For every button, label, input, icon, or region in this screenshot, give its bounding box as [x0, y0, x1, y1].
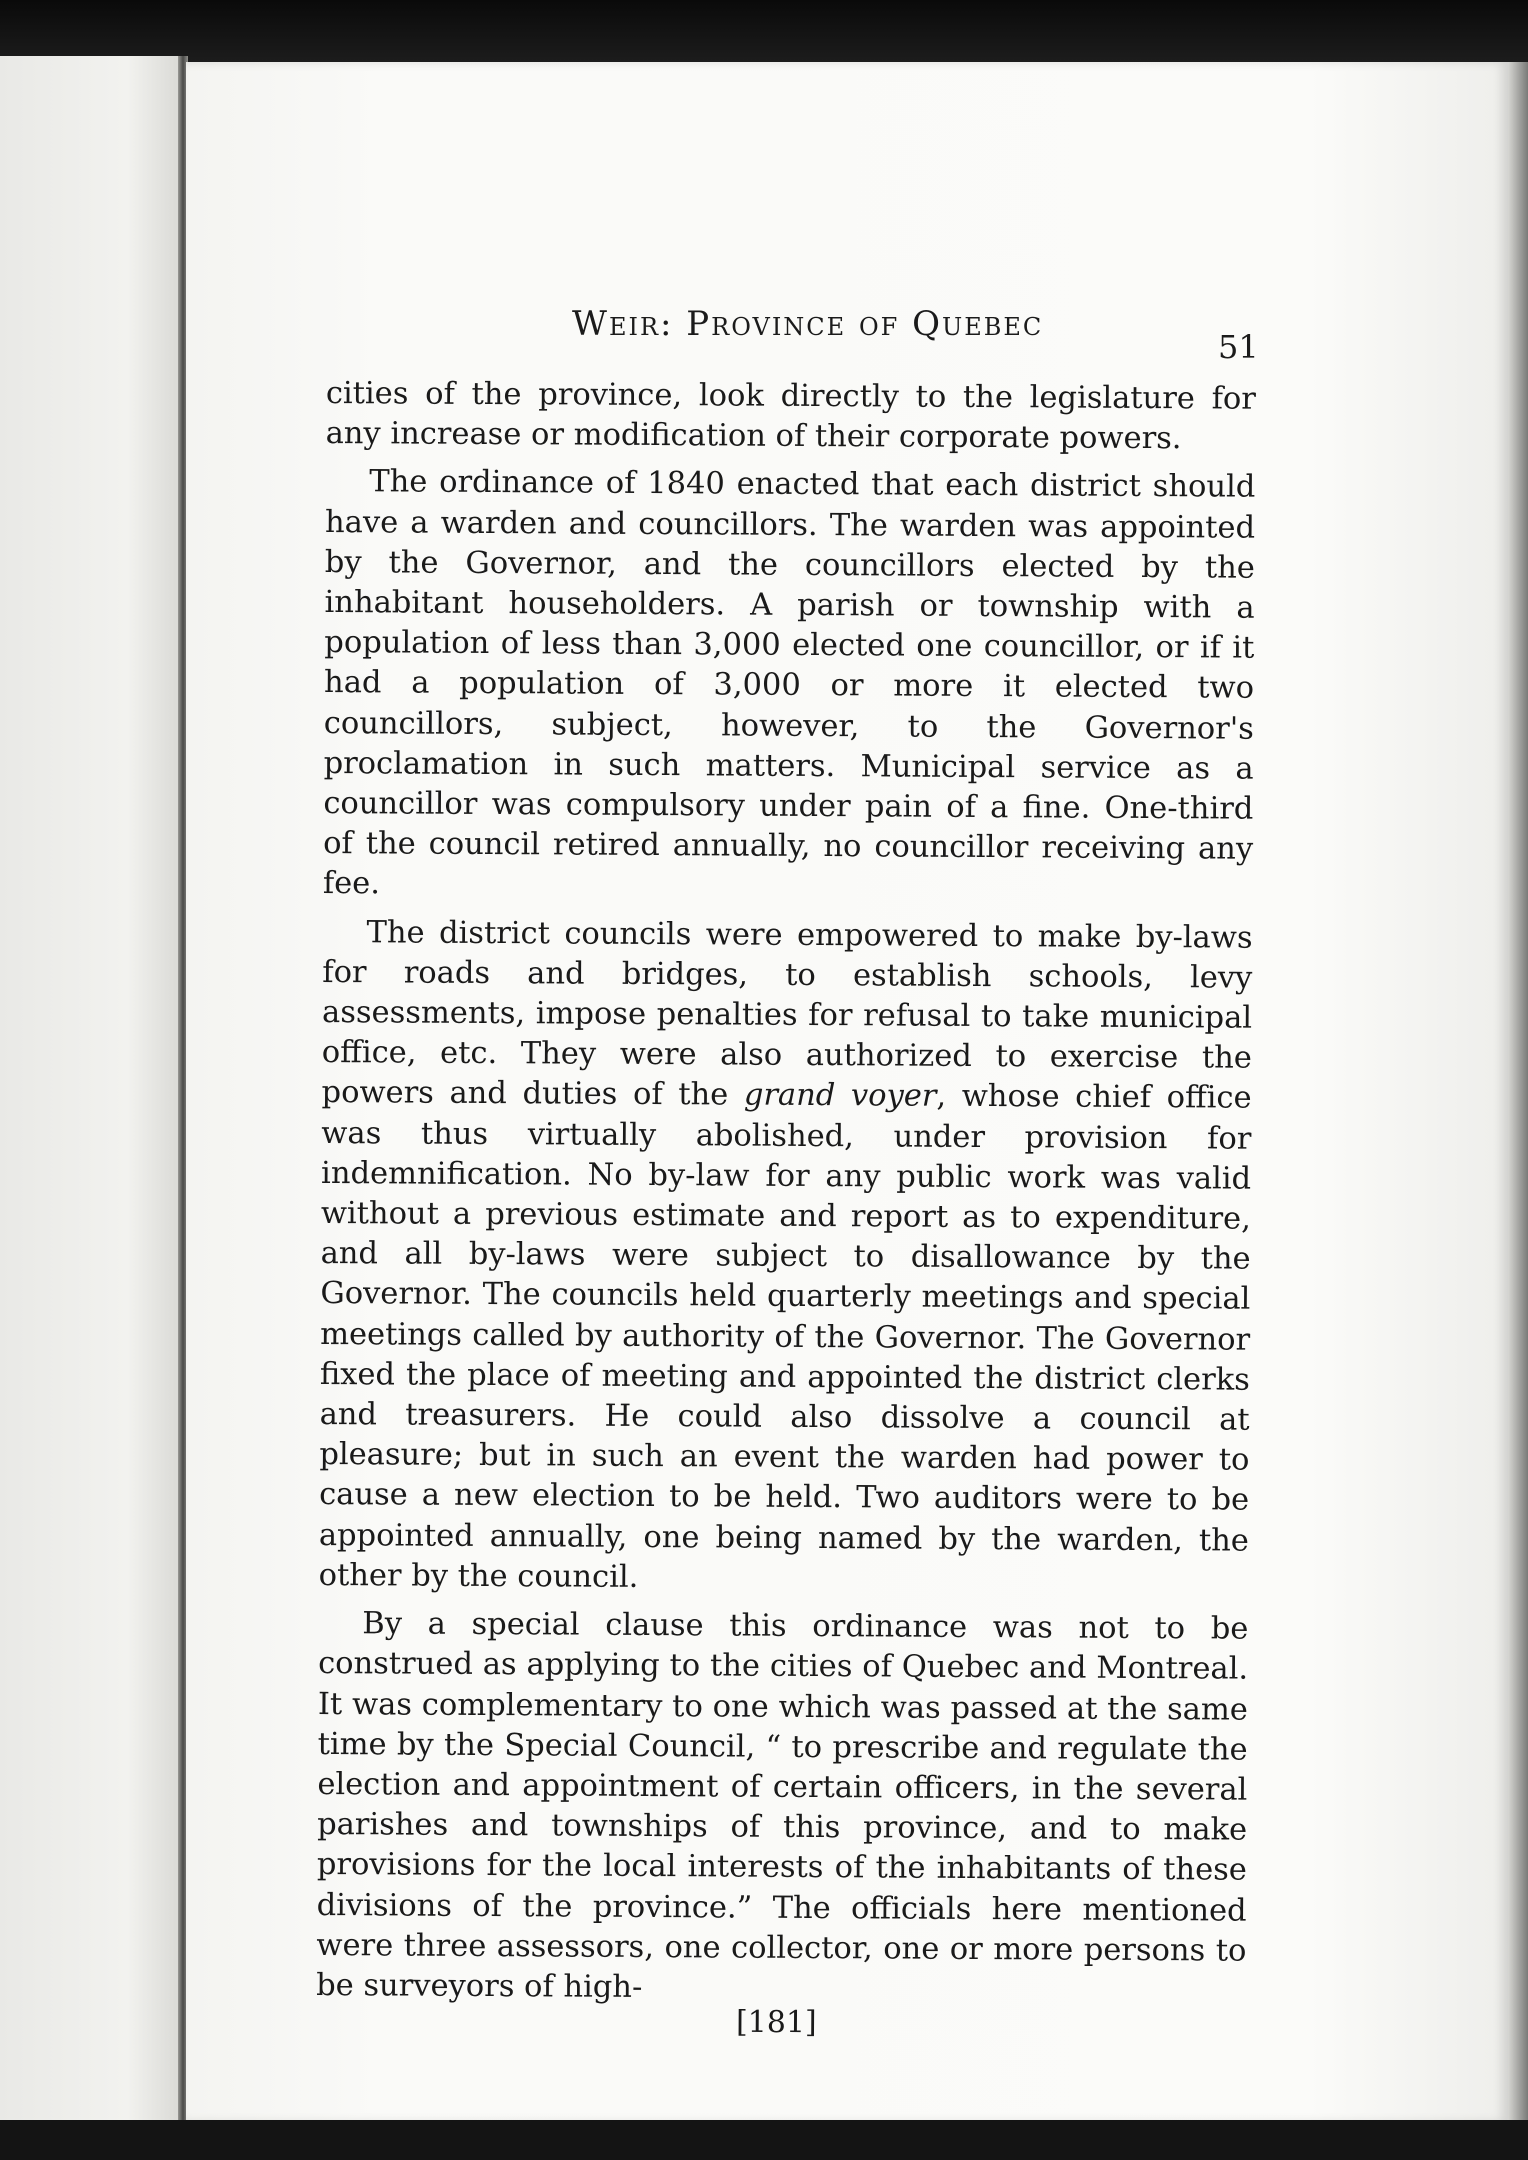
- facing-page-edge: [0, 56, 182, 2126]
- paragraph-3-text-b: , whose chief office was thus virtually abolished, under provision for indemnification. No by-law for any public work was valid without a previous estimate and report as to expenditure, and all by-laws were subject to disallowance by the Governor. The councils held quarterly meetings and special meetings called by authority of the Governor. The Governor fixed the place of meeting and appointed the district clerks and treasurers. He could also dissolve a council at pleasure; but in such an event the warden had power to cause a new election to be held. Two auditors were to be appointed annually, one being named by the warden, the other by the council.: [318, 1079, 1252, 1595]
- paragraph-2: The ordinance of 1840 enacted that each district should have a warden and councillors. The warden was appointed by the Governor, and the councillors elected by the inhabitant householders. A parish or township with a population of less than 3,000 elected one councillor, or if it had a population of 3,000 or more it elected two councillors, subject, however, to the Governor's proclamation in such matters. Municipal service as a councillor was compulsory under pain of a fine. One-third of the council retired annually, no councillor receiving any fee.: [322, 464, 1256, 902]
- page-number: 51: [1218, 328, 1259, 366]
- running-head: Weir: Province of Quebec: [572, 304, 1044, 344]
- paragraph-1: cities of the province, look directly to the legislature for any increase or modification of their corporate powers.: [325, 375, 1256, 457]
- body-text: [316, 374, 1256, 2012]
- paragraph-3-text-a: The district councils were empowered to make by-laws for roads and bridges, to establish schools, levy assessments, impose penalties for refusal to take municipal office, etc. They were also authorized to exercise the powers and duties of the: [321, 914, 1253, 1114]
- folio-number: [181]: [735, 2004, 817, 2041]
- paragraph-3: [319, 913, 1253, 1602]
- scanner-bottom-shadow: [0, 2120, 1528, 2160]
- paragraph-3-italic-term: grand voyer: [743, 1078, 937, 1115]
- page-right-edge: [1508, 62, 1528, 2122]
- paragraph-4: By a special clause this ordinance was not to be construed as applying to the cities of Quebec and Montreal. It was complementary to one which was passed at the same time by the Special Council, “ to prescribe and regulate the election and appointment of certain officers, in the several parishes and townships of this province, and to make provisions for the local interests of the inhabitants of these divisions of the province.” The officials here mentioned were three assessors, one collector, one or more persons to be surveyors of high-: [316, 1606, 1249, 2005]
- scanner-top-shadow: [0, 0, 1528, 62]
